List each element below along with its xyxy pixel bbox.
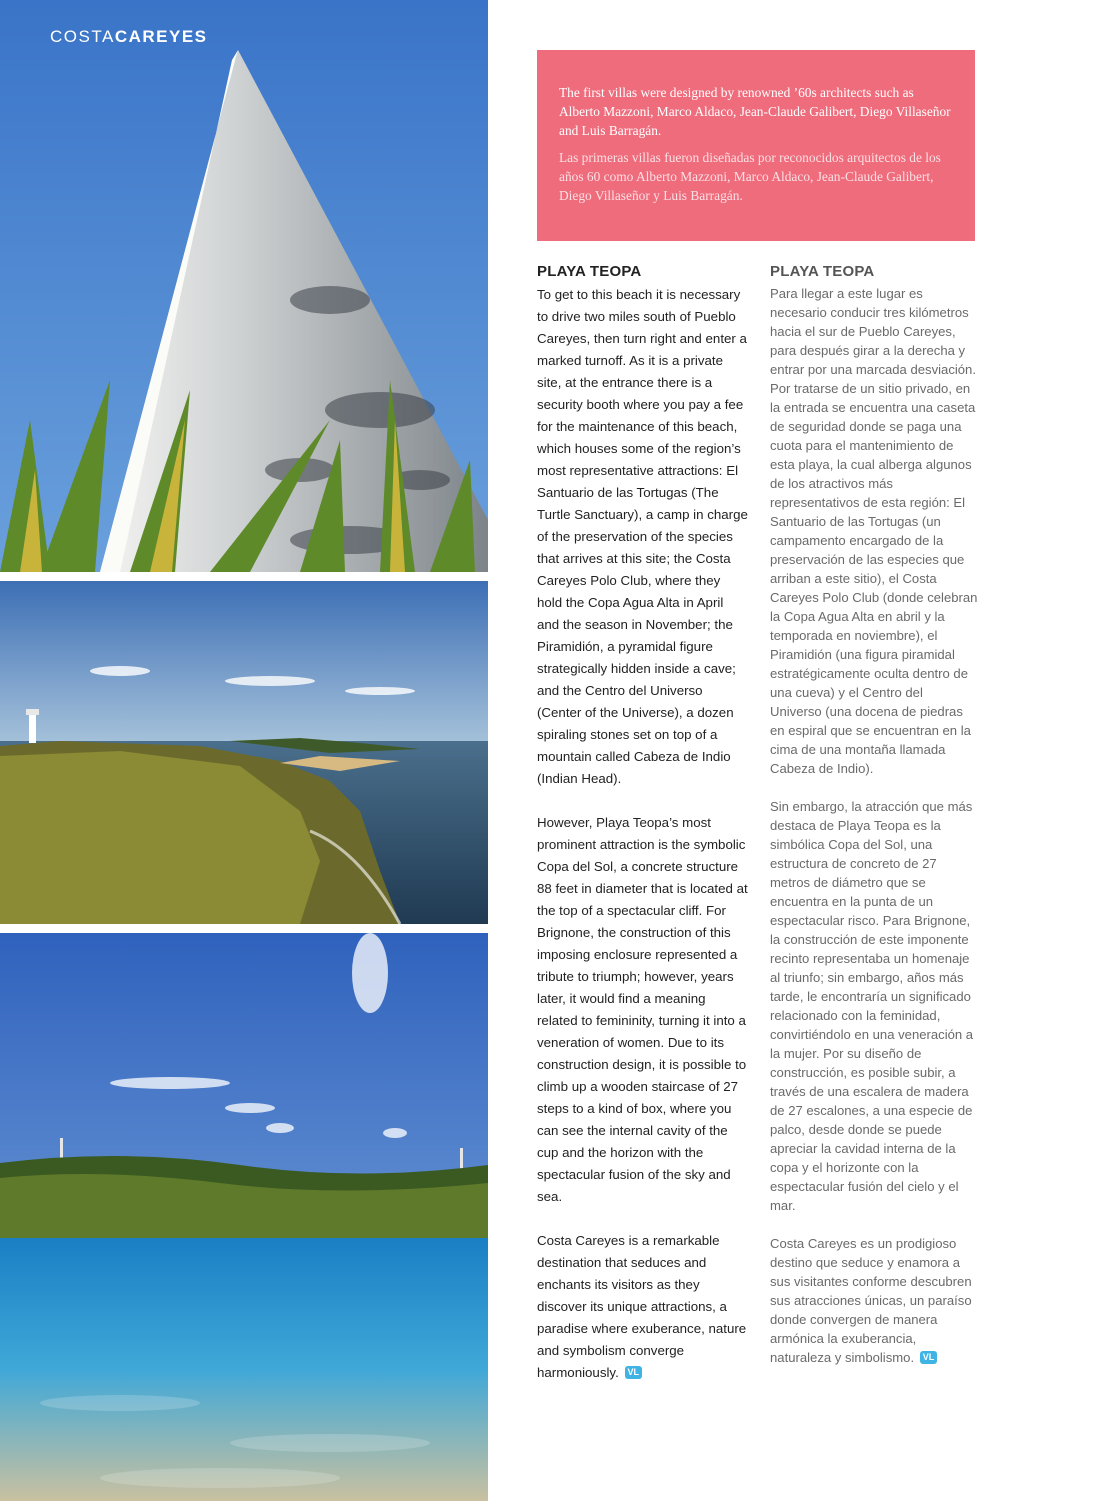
english-paragraph-1: To get to this beach it is necessary to drive two miles south of Pueblo Careyes, then turn right and enter a marked turnoff. As it is a private site, at the entrance there is a security booth where you pay a fee for the maintenance of this beach, which houses some of the region’s most representative attractions: El Santuario de las Tortugas (The Turtle Sanctuary), a camp in charge of the preservation of the species that arrives at this site; the Costa Careyes Polo Club, where they hold the Copa Agua Alta in April and the season in November; the Piramidión, a pyramidal figure strategically hidden inside a cave; and the Centro del Universo (Center of the Universe), a dozen spiraling stones set on top of a mountain called Cabeza de Indio (Indian Head). xyxy=(537,287,748,786)
callout-spanish: Las primeras villas fueron diseñadas por reconocidos arquitectos de los años 60 como Alberto Mazzoni, Marco Aldaco, Jean-Claude Galibert, Diego Villaseñor y Luis Barragán. xyxy=(559,150,941,203)
spanish-paragraph-3 xyxy=(770,1234,978,1367)
spanish-heading: PLAYA TEOPA xyxy=(770,263,875,280)
coastline-image xyxy=(0,581,488,924)
english-column xyxy=(537,263,749,1406)
photo-column xyxy=(0,0,488,1501)
english-paragraph-3-text: Costa Careyes is a remarkable destination that seduces and enchants its visitors as they discover its unique attractions, a paradise where exuberance, nature and symbolism converge harmoniously. xyxy=(537,1233,747,1380)
spanish-paragraph-1: Para llegar a este lugar es necesario conducir tres kilómetros hacia el sur de Pueblo Careyes, para después girar a la derecha y entrar por una marcada desviación. Por tratarse de un sitio privado, en la entrada se encuentra una caseta de seguridad donde se paga una cuota para el mantenimiento de esta playa, la cual alberga algunos de los atractivos más representativos de esta región: El Santuario de las Tortugas (un campamento encargado de la preservación de las especies que arriban a este sitio), el Costa Careyes Polo Club (donde celebran la Copa Agua Alta en abril y la temporada en noviembre), el Piramidión (una figura piramidal estratégicamente oculta dentro de una cueva) y el Centro del Universo (una docena de piedras en espiral que se encuentran en la cima de una montaña llamada Cabeza de Indio). xyxy=(770,286,978,776)
lagoon-image xyxy=(0,933,488,1501)
spanish-paragraph-2: Sin embargo, la atracción que más destaca de Playa Teopa es la simbólica Copa del Sol, una estructura de concreto de 27 metros de diámetro que se encuentra en la punta de un espectacular risco. Para Brignone, la construcción de este imponente recinto representaba un homenaje al triunfo; sin embargo, años más tarde, le encontraría un significado relacionado con la feminidad, convirtiéndolo en una veneración a la mujer. Por su diseño de construcción, es posible subir, a través de una escalera de madera de 27 escalones, a una especie de palco, desde donde se puede apreciar la cavidad interna de la copa y el horizonte con la espectacular fusión del cielo y el mar. xyxy=(770,799,974,1213)
lagoon-photo xyxy=(0,933,488,1501)
english-paragraph-3 xyxy=(537,1230,749,1384)
vl-logo-icon: VL xyxy=(920,1351,938,1364)
lighthouse-coast-photo xyxy=(0,581,488,924)
english-heading: PLAYA TEOPA xyxy=(537,263,642,280)
spanish-paragraph-3-text: Costa Careyes es un prodigioso destino que seduce y enamora a sus visitantes conforme descubren sus atracciones únicas, un paraíso donde convergen de manera armónica la exuberancia, naturaleza y simbolismo. xyxy=(770,1236,972,1365)
obelisk-photo xyxy=(0,0,488,572)
brand-logo-part1: COSTA xyxy=(50,27,115,46)
vl-logo-icon: VL xyxy=(625,1366,643,1379)
callout-english: The first villas were designed by renowned ’60s architects such as Alberto Mazzoni, Marco Aldaco, Jean-Claude Galibert, Diego Villaseñor and Luis Barragán. xyxy=(559,85,951,138)
pyramid-monument-image xyxy=(0,0,488,572)
callout-box xyxy=(537,50,975,241)
brand-logo xyxy=(50,27,208,47)
spanish-column xyxy=(770,263,978,1386)
brand-logo-part2: CAREYES xyxy=(114,27,208,46)
english-paragraph-2: However, Playa Teopa’s most prominent attraction is the symbolic Copa del Sol, a concrete structure 88 feet in diameter that is located at the top of a spectacular cliff. For Brignone, the construction of this imposing enclosure represented a tribute to triumph; however, years later, it would find a meaning related to femininity, turning it into a veneration of women. Due to its construction design, it is possible to climb up a wooden staircase of 27 steps to a kind of box, where you can see the internal cavity of the cup and the horizon with the spectacular fusion of the sky and sea. xyxy=(537,815,748,1204)
